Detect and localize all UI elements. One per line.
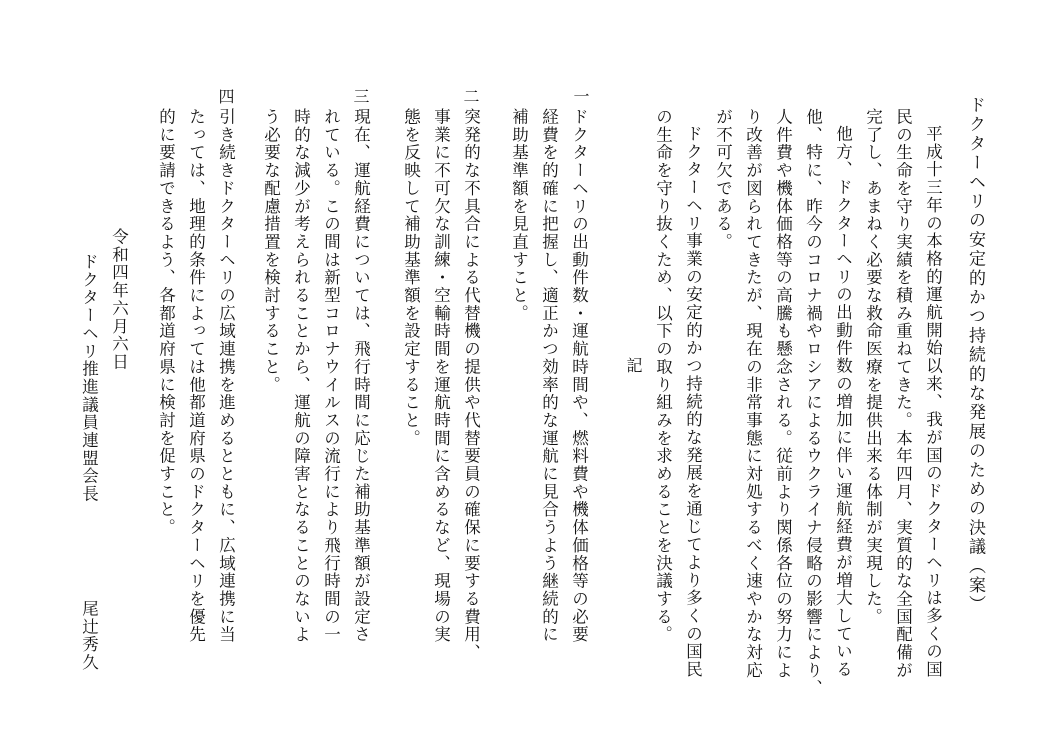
item-line: 事業に不可欠な訓練・空輸時間を運航時間に含めるなど、現場の実 — [431, 108, 451, 644]
item-line: 態を反映して補助基準額を設定すること。 — [401, 108, 421, 448]
preamble-line: 他方、ドクターヘリの出動件数の増加に伴い運航経費が増大している — [833, 125, 853, 679]
preamble-line: ドクターヘリ事業の安定的かつ持続的な発展を通じてより多くの国民 — [683, 125, 703, 679]
item-number: 二 — [461, 88, 480, 106]
item-line: 経費を的確に把握し、適正かつ効率的な運航に見合うよう継続的に — [539, 108, 559, 644]
item-number: 四 — [216, 88, 235, 106]
ki-heading: 記 — [624, 357, 643, 375]
item-line: 突発的な不具合による代替機の提供や代替要員の確保に要する費用、 — [461, 108, 481, 662]
preamble-line: 他、特に、昨今のコロナ禍やロシアによるウクライナ侵略の影響により、 — [803, 108, 823, 698]
item-number: 一 — [571, 88, 590, 106]
document-title: ドクターヘリの安定的かつ持続的な発展のための決議（案） — [965, 96, 985, 615]
signature-title: ドクターヘリ推進議員連盟会長 — [79, 253, 99, 503]
item-line: 補助基準額を見直すこと。 — [509, 108, 529, 323]
signature-name: 尾辻秀久 — [79, 600, 99, 672]
document-date: 令和四年六月六日 — [109, 228, 129, 371]
preamble-line: 人件費や機体価格等の高騰も懸念される。従前より関係各位の努力によ — [773, 108, 793, 680]
item-line: 的に要請できるよう、各都道府県に検討を促すこと。 — [156, 108, 176, 537]
preamble-line: が不可欠である。 — [713, 108, 733, 251]
preamble-line: 民の生命を守り実績を積み重ねてきた。本年四月、実質的な全国配備が — [893, 108, 913, 680]
preamble-line: り改善が図られてきたが、現在の非常事態に対処するべく速やかな対応 — [743, 108, 763, 680]
preamble-line: 平成十三年の本格的運航開始以来、我が国のドクターヘリは多くの国 — [923, 125, 943, 679]
preamble-line: 完了し、あまねく必要な救命医療を提供出来る体制が実現した。 — [863, 108, 883, 626]
item-line: 現在、運航経費については、飛行時間に応じた補助基準額が設定さ — [351, 108, 371, 644]
preamble-line: の生命を守り抜くため、以下の取り組みを求めることを決議する。 — [653, 108, 673, 644]
item-line: 時的な減少が考えられることから、運航の障害となることのないよ — [291, 108, 311, 644]
item-line: れている。この間は新型コロナウイルスの流行により飛行時間の一 — [321, 108, 341, 644]
item-line: う必要な配慮措置を検討すること。 — [261, 108, 281, 394]
item-line: ドクターヘリの出動件数・運航時間や、燃料費や機体価格等の必要 — [569, 108, 589, 644]
item-line: 引き続きドクターヘリの広域連携を進めるとともに、広域連携に当 — [216, 108, 236, 644]
item-line: たっては、地理的条件によっては他都道府県のドクターヘリを優先 — [186, 108, 206, 644]
item-number: 三 — [351, 88, 370, 106]
